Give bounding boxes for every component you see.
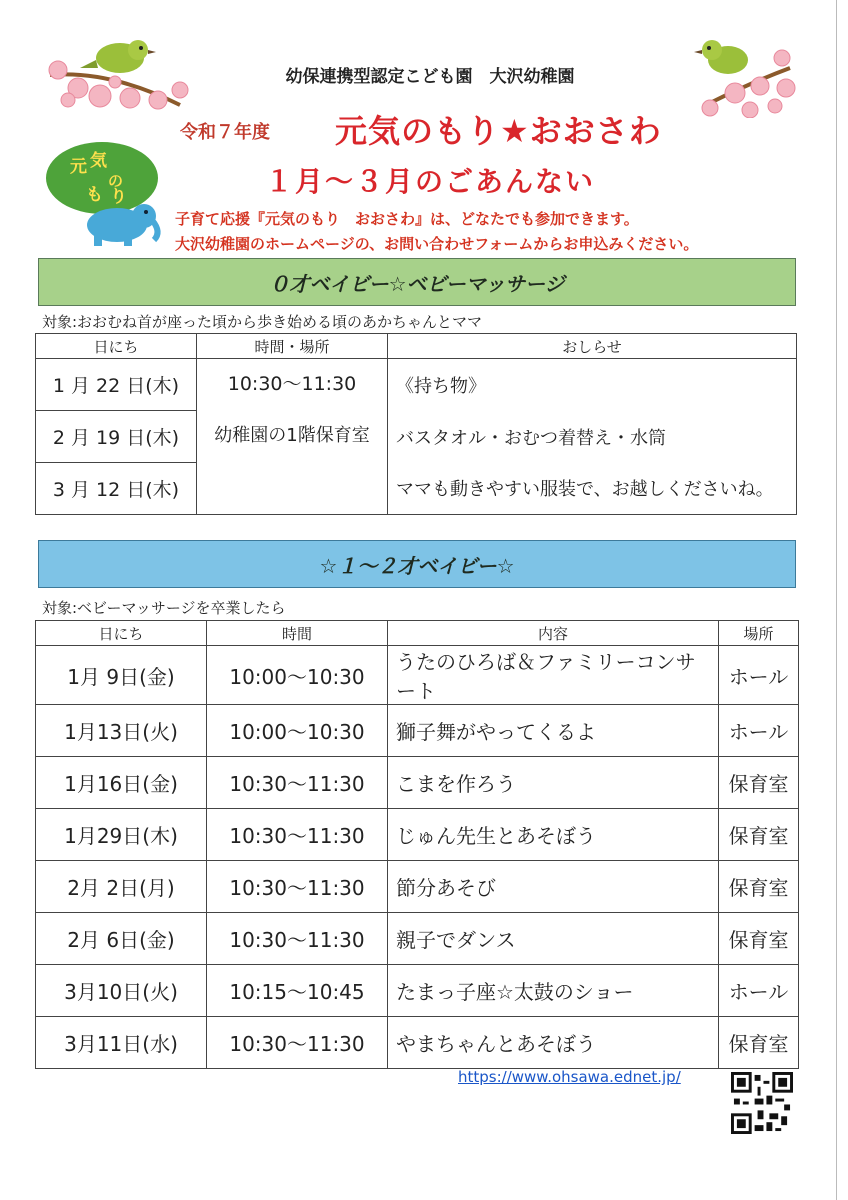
qr-code[interactable] bbox=[726, 1072, 798, 1134]
genki-no-mori-logo bbox=[42, 140, 172, 250]
content-cell: 節分あそび bbox=[388, 861, 719, 913]
section2-target: 対象:ベビーマッサージを卒業したら bbox=[42, 599, 286, 617]
date-cell: 1月 9日(金) bbox=[36, 646, 207, 705]
time-cell: 10:00～10:30 bbox=[207, 646, 388, 705]
table-row bbox=[36, 359, 797, 411]
section1-banner: ０才ベイビー☆ベビーマッサージ bbox=[38, 258, 796, 306]
place-cell: 保育室 bbox=[719, 861, 799, 913]
time-text: 10:30～11:30 bbox=[227, 373, 357, 395]
table-row bbox=[36, 705, 799, 757]
content-cell: じゅん先生とあそぼう bbox=[388, 809, 719, 861]
table-header-row bbox=[36, 621, 799, 646]
place-cell: ホール bbox=[719, 646, 799, 705]
table-row bbox=[36, 913, 799, 965]
header-date: 日にち bbox=[36, 621, 207, 646]
time-cell: 10:30～11:30 bbox=[207, 757, 388, 809]
notice-cell: バスタオル・おむつ着替え・水筒 bbox=[388, 411, 797, 463]
organization-name: 幼保連携型認定こども園 大沢幼稚園 bbox=[285, 67, 575, 87]
logo-char-1: 元 bbox=[70, 157, 87, 177]
header-time: 時間 bbox=[207, 621, 388, 646]
time-cell: 10:00～10:30 bbox=[207, 705, 388, 757]
toddler-schedule-table bbox=[35, 620, 799, 1069]
section2-banner: ☆１～２才ベイビー☆ bbox=[38, 540, 796, 588]
table-row bbox=[36, 965, 799, 1017]
place-cell: 保育室 bbox=[719, 913, 799, 965]
table-row bbox=[36, 1017, 799, 1069]
time-place-cell bbox=[197, 359, 388, 515]
header-date: 日にち bbox=[36, 334, 197, 359]
intro-text-line2: 大沢幼稚園のホームページの、お問い合わせフォームからお申込みください。 bbox=[175, 235, 699, 253]
place-cell: 保育室 bbox=[719, 757, 799, 809]
header-time-place: 時間・場所 bbox=[197, 334, 388, 359]
date-cell: 2 月 19 日(木) bbox=[36, 411, 197, 463]
place-cell: ホール bbox=[719, 705, 799, 757]
time-cell: 10:15～10:45 bbox=[207, 965, 388, 1017]
logo-char-2: 気 bbox=[90, 151, 107, 171]
notice-cell: ママも動きやすい服装で、お越しくださいね。 bbox=[388, 463, 797, 515]
content-cell: たまっ子座☆太鼓のショー bbox=[388, 965, 719, 1017]
date-cell: 1 月 22 日(木) bbox=[36, 359, 197, 411]
page-edge-line bbox=[836, 0, 837, 1200]
baby-massage-table bbox=[35, 333, 797, 515]
bird-blossom-illustration-left bbox=[40, 30, 200, 110]
time-cell: 10:30～11:30 bbox=[207, 861, 388, 913]
date-cell: 2月 6日(金) bbox=[36, 913, 207, 965]
logo-char-3: の bbox=[108, 172, 124, 190]
time-cell: 10:30～11:30 bbox=[207, 913, 388, 965]
place-cell: 保育室 bbox=[719, 809, 799, 861]
table-row bbox=[36, 861, 799, 913]
intro-text-line1: 子育て応援『元気のもり おおさわ』は、どなたでも参加できます。 bbox=[175, 210, 639, 228]
content-cell: 親子でダンス bbox=[388, 913, 719, 965]
table-row bbox=[36, 463, 797, 515]
table-row bbox=[36, 757, 799, 809]
date-cell: 1月13日(火) bbox=[36, 705, 207, 757]
content-cell: うたのひろば＆ファミリーコンサート bbox=[388, 646, 719, 705]
logo-char-5: り bbox=[110, 187, 127, 207]
date-cell: 1月16日(金) bbox=[36, 757, 207, 809]
content-cell: 獅子舞がやってくるよ bbox=[388, 705, 719, 757]
page-subtitle: １月～３月のごあんない bbox=[265, 165, 596, 198]
date-cell: 3月10日(火) bbox=[36, 965, 207, 1017]
place-cell: ホール bbox=[719, 965, 799, 1017]
notice-cell: 《持ち物》 bbox=[388, 359, 797, 411]
section1-target: 対象:おおむね首が座った頃から歩き始める頃のあかちゃんとママ bbox=[42, 313, 483, 331]
place-text: 幼稚園の1階保育室 bbox=[214, 425, 370, 446]
page-title: 元気のもり★おおさわ bbox=[335, 112, 662, 150]
place-cell: 保育室 bbox=[719, 1017, 799, 1069]
table-row bbox=[36, 809, 799, 861]
fiscal-year-label: 令和７年度 bbox=[180, 122, 270, 143]
content-cell: こまを作ろう bbox=[388, 757, 719, 809]
logo-char-4: も bbox=[86, 185, 103, 205]
date-cell: 2月 2日(月) bbox=[36, 861, 207, 913]
date-cell: 3月11日(水) bbox=[36, 1017, 207, 1069]
table-row bbox=[36, 646, 799, 705]
table-header-row bbox=[36, 334, 797, 359]
bird-blossom-illustration-right bbox=[690, 28, 800, 118]
website-link[interactable]: https://www.ohsawa.ednet.jp/ bbox=[458, 1068, 681, 1086]
date-cell: 1月29日(木) bbox=[36, 809, 207, 861]
table-row bbox=[36, 411, 797, 463]
header-content: 内容 bbox=[388, 621, 719, 646]
date-cell: 3 月 12 日(木) bbox=[36, 463, 197, 515]
time-cell: 10:30～11:30 bbox=[207, 1017, 388, 1069]
content-cell: やまちゃんとあそぼう bbox=[388, 1017, 719, 1069]
header-place: 場所 bbox=[719, 621, 799, 646]
time-cell: 10:30～11:30 bbox=[207, 809, 388, 861]
header-notice: おしらせ bbox=[388, 334, 797, 359]
